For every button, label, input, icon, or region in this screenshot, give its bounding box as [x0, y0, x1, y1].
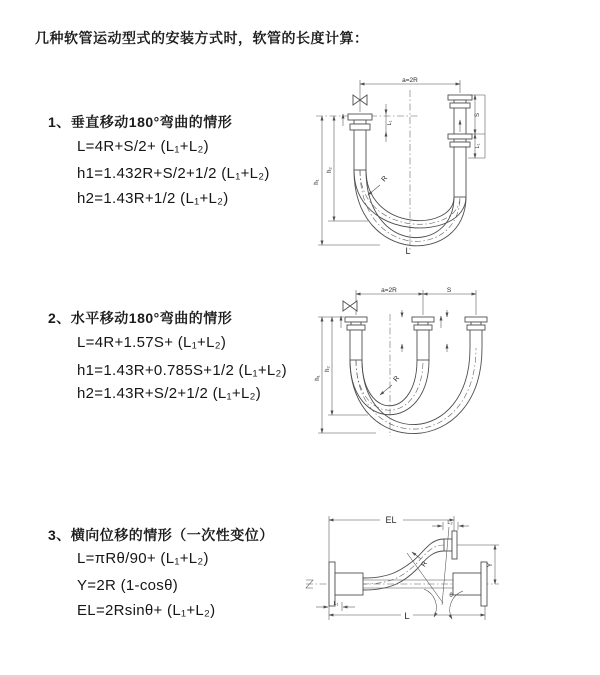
dimension-h1 — [314, 116, 380, 245]
diagram-vertical-180-bend — [310, 74, 492, 256]
braided-hose-section — [454, 147, 466, 197]
el-label: EL — [385, 515, 397, 525]
page-title: 几种软管运动型式的安装方式时，软管的长度计算： — [35, 30, 369, 46]
section-1-formula-h1: h1=1.432R+S/2+1/2 (L₁+L₂) — [77, 165, 270, 182]
section-2-formula-h1: h1=1.43R+0.785S+1/2 (L₁+L₂) — [77, 362, 287, 379]
upper-flange-displaced — [444, 531, 457, 559]
h1-label: h₁ — [315, 375, 321, 381]
theta-label: θ — [449, 593, 453, 599]
left-flange — [329, 562, 363, 606]
s-label: S — [475, 112, 481, 118]
hose-u-curves — [350, 348, 482, 434]
braided-hose-section — [354, 130, 366, 170]
radius-leader — [380, 375, 401, 395]
a2r-label: a=2R — [402, 77, 418, 84]
dimension-l1 — [316, 601, 355, 611]
r-label: R — [380, 174, 390, 184]
l1-label: L₁ — [387, 120, 393, 126]
length-l-label: L — [405, 246, 411, 256]
section-2-formula-h2: h2=1.43R+S/2+1/2 (L₁+L₂) — [77, 385, 262, 402]
right-flange-fitting-displaced — [465, 317, 487, 348]
r-label: R — [392, 374, 402, 384]
right-flange-original — [453, 562, 487, 606]
a2r-label: a=2R — [381, 287, 397, 294]
braided-hose-section — [417, 330, 429, 360]
l-label: L — [404, 611, 410, 622]
r-label: R — [420, 560, 429, 569]
section-1-heading: 1、垂直移动180°弯曲的情形 — [48, 114, 233, 130]
dimension-l2 — [432, 520, 469, 530]
dimension-s — [423, 287, 476, 315]
s-label: S — [446, 287, 452, 294]
y-label: Y — [487, 562, 494, 568]
l1-label: L₁ — [475, 143, 481, 149]
section-3-formula-el: EL=2Rsinθ+ (L₁+L₂) — [77, 602, 216, 619]
radius-leader — [368, 175, 389, 195]
dimension-h1 — [315, 317, 376, 433]
section-1-formula-h2: h2=1.43R+1/2 (L₁+L₂) — [77, 190, 229, 207]
left-flange-fitting — [345, 317, 367, 360]
section-3-heading: 3、横向位移的情形（一次性变位） — [48, 527, 274, 543]
section-3-formula-y: Y=2R (1-cosθ) — [77, 577, 179, 594]
dimension-l — [329, 606, 485, 622]
h2-label: h₂ — [325, 366, 331, 372]
s-curve-hose — [363, 539, 444, 590]
section-2-formula-l: L=4R+1.57S+ (L₁+L₂) — [77, 334, 227, 351]
left-flange-fitting — [348, 114, 372, 170]
section-2-heading: 2、水平移动180°弯曲的情形 — [48, 310, 233, 326]
l2-label: L₂ — [447, 520, 453, 526]
l1-label: L₁ — [333, 601, 339, 607]
dimension-a2r — [356, 287, 423, 315]
dimension-l1-left — [386, 104, 393, 142]
right-flange-fitting-lower — [448, 134, 472, 197]
section-3-formula-l: L=πRθ/90+ (L₁+L₂) — [77, 550, 209, 567]
middle-flange-fitting — [412, 317, 434, 360]
diagram-lateral-displacement — [303, 503, 503, 643]
diagram-horizontal-180-bend — [310, 286, 495, 444]
valve-icon — [343, 301, 357, 311]
dimension-el — [329, 515, 454, 562]
braided-hose-section — [350, 330, 362, 360]
section-1-formula-l: L=4R+S/2+ (L₁+L₂) — [77, 138, 209, 155]
h1-label: h₁ — [314, 179, 320, 185]
h2-label: h₂ — [327, 167, 333, 173]
